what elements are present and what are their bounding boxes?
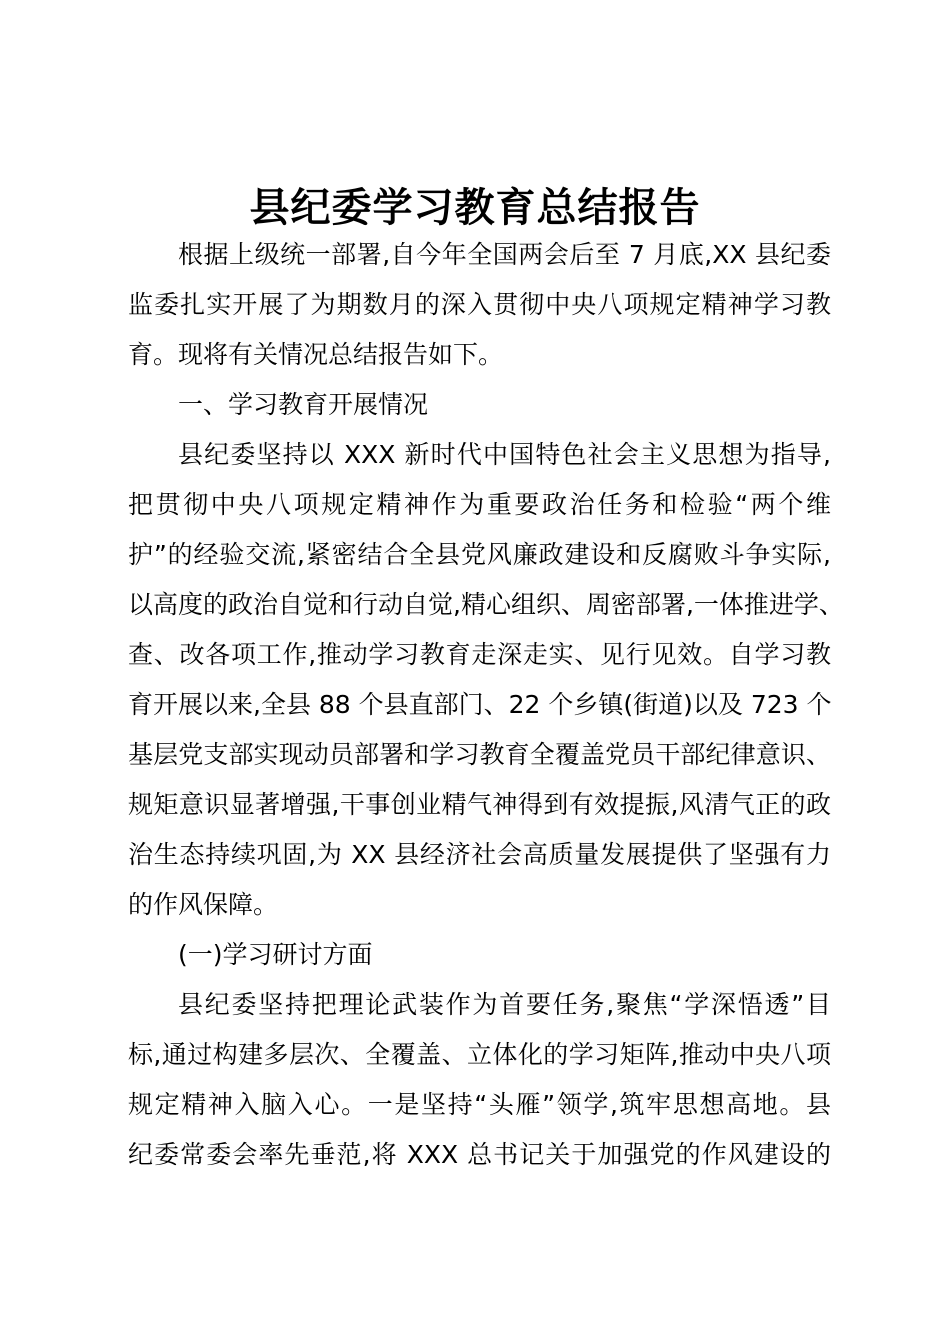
paragraph-line: 纪委常委会率先垂范,将 XXX 总书记关于加强党的作风建设的	[128, 1140, 831, 1169]
paragraph-line: 基层党支部实现动员部署和学习教育全覆盖党员干部纪律意识、	[128, 740, 831, 769]
paragraph-line: 育开展以来,全县 88 个县直部门、22 个乡镇(街道)以及 723 个	[128, 690, 832, 719]
paragraph-line: 的作风保障。	[128, 890, 279, 919]
intro-line: 根据上级统一部署,自今年全国两会后至 7 月底,XX 县纪委	[178, 240, 831, 269]
paragraph-line: 护”的经验交流,紧密结合全县党风廉政建设和反腐败斗争实际,	[128, 540, 831, 569]
paragraph-line: 治生态持续巩固,为 XX 县经济社会高质量发展提供了坚强有力	[128, 840, 831, 869]
paragraph-line: 规矩意识显著增强,干事创业精气神得到有效提振,风清气正的政	[128, 790, 831, 819]
paragraph-line: 查、改各项工作,推动学习教育走深走实、见行见效。自学习教	[128, 640, 831, 669]
paragraph-line: 标,通过构建多层次、全覆盖、立体化的学习矩阵,推动中央八项	[128, 1040, 831, 1069]
paragraph-line: 以高度的政治自觉和行动自觉,精心组织、周密部署,一体推进学、	[128, 590, 844, 619]
intro-line: 育。现将有关情况总结报告如下。	[128, 340, 504, 369]
intro-line: 监委扎实开展了为期数月的深入贯彻中央八项规定精神学习教	[128, 290, 831, 319]
paragraph-line: 县纪委坚持以 XXX 新时代中国特色社会主义思想为指导,	[178, 440, 831, 469]
paragraph-line: 规定精神入脑入心。一是坚持“头雁”领学,筑牢思想高地。县	[128, 1090, 831, 1119]
document-title: 县纪委学习教育总结报告	[249, 184, 701, 231]
section-heading: 一、学习教育开展情况	[178, 390, 429, 419]
paragraph-line: 县纪委坚持把理论武装作为首要任务,聚焦“学深悟透”目	[178, 990, 831, 1019]
paragraph-line: 把贯彻中央八项规定精神作为重要政治任务和检验“两个维	[128, 490, 831, 519]
subsection-heading: (一)学习研讨方面	[178, 940, 373, 969]
